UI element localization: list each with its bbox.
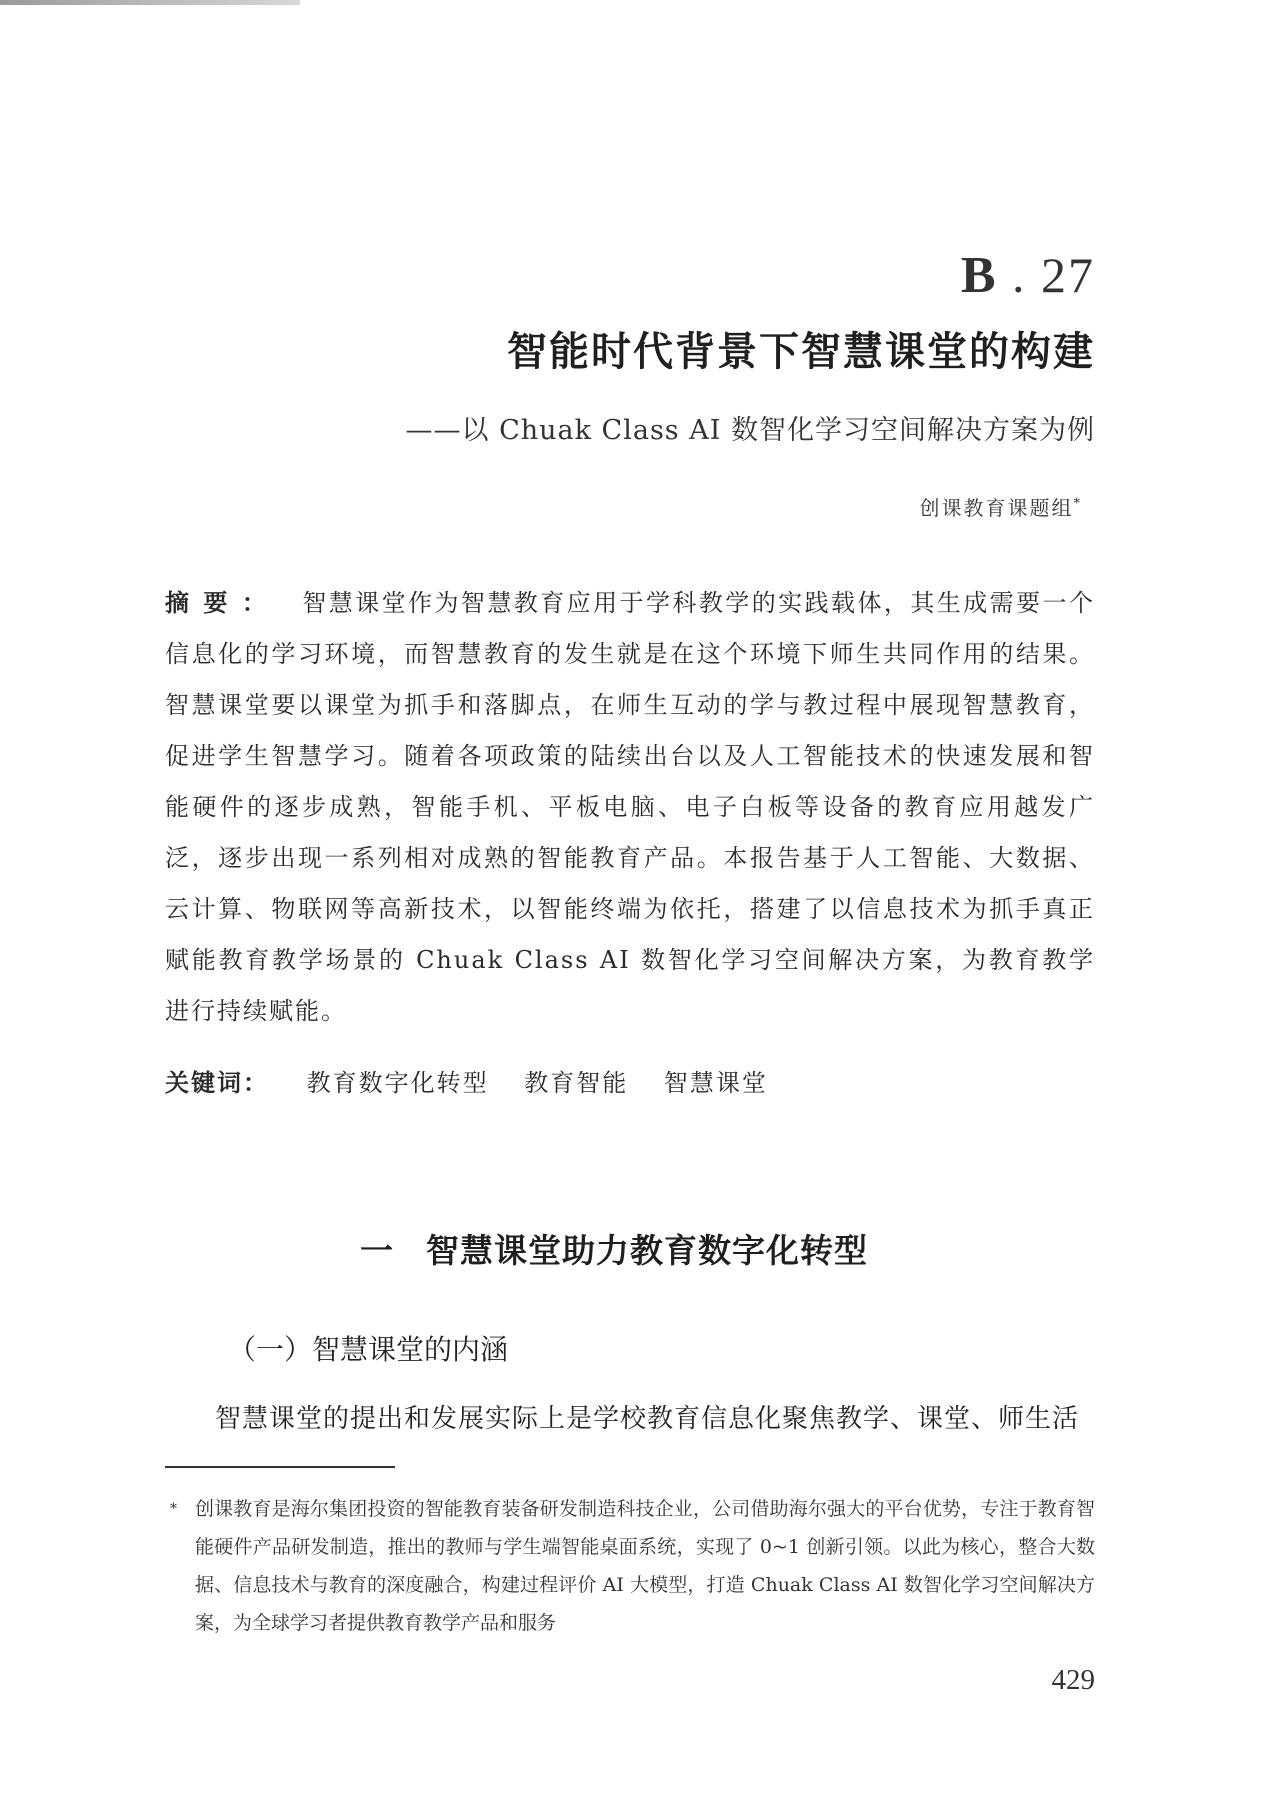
keyword-item: 教育智能	[524, 1069, 629, 1097]
footnote-mark: *	[170, 1501, 177, 1517]
keyword-item: 教育数字化转型	[306, 1069, 489, 1097]
chapter-separator: .	[1012, 247, 1027, 303]
chapter-letter: B	[960, 247, 998, 304]
keywords	[165, 1063, 794, 1098]
section-heading	[360, 1225, 868, 1272]
author-line	[920, 492, 1083, 521]
subsection-heading: （一）智慧课堂的内涵	[228, 1333, 509, 1366]
section-number: 一	[360, 1231, 394, 1270]
abstract-text: 智慧课堂作为智慧教育应用于学科教学的实践载体，其生成需要一个信息化的学习环境，而智慧教育的发生就是在这个环境下师生共同作用的结果。智慧课堂要以课堂为抓手和落脚点，在师生互动的学与教过程中展现智慧教育，促进学生智慧学习。随着各项政策的陆续出台以及人工智能技术的快速发展和智能硬件的逐步成熟，智能手机、平板电脑、电子白板等设备的教育应用越发广泛，逐步出现一系列相对成熟的智能教育产品。本报告基于人工智能、大数据、云计算、物联网等高新技术，以智能终端为依托，搭建了以信息技术为抓手真正赋能教育教学场景的 Chuak Class AI 数智化学习空间解决方案，为教育教学进行持续赋能。	[165, 589, 1095, 1025]
section-title: 智慧课堂助力教育数字化转型	[426, 1231, 868, 1270]
keyword-item: 智慧课堂	[663, 1069, 768, 1097]
page-number: 429	[1051, 1664, 1095, 1696]
chapter-number: 27	[1041, 247, 1095, 303]
body-paragraph: 智慧课堂的提出和发展实际上是学校教育信息化聚焦教学、课堂、师生活	[215, 1404, 1080, 1434]
author-footnote-mark: *	[1073, 496, 1082, 512]
chapter-code	[961, 246, 1095, 305]
abstract-label: 摘要：	[165, 589, 281, 617]
author-name: 创课教育课题组	[919, 496, 1074, 520]
footnote-text: 创课教育是海尔集团投资的智能教育装备研发制造科技企业，公司借助海尔强大的平台优势，专注于教育智能硬件产品研发制造，推出的教师与学生端智能桌面系统，实现了 0~1 创新引领。以此为核心，整合大数据、信息技术与教育的深度融合，构建过程评价 AI 大模型，打造 Chuak Class AI 数智化学习空间解决方案，为全球学习者提供教育教学产品和服务	[195, 1498, 1095, 1634]
footnote	[170, 1490, 1095, 1642]
page-title: 智能时代背景下智慧课堂的构建	[507, 329, 1095, 375]
abstract	[165, 578, 1095, 1037]
keywords-label: 关键词：	[165, 1069, 269, 1097]
footnote-divider	[165, 1466, 395, 1468]
scan-edge-line	[0, 0, 300, 5]
page-subtitle: ——以 Chuak Class AI 数智化学习空间解决方案为例	[405, 415, 1095, 446]
